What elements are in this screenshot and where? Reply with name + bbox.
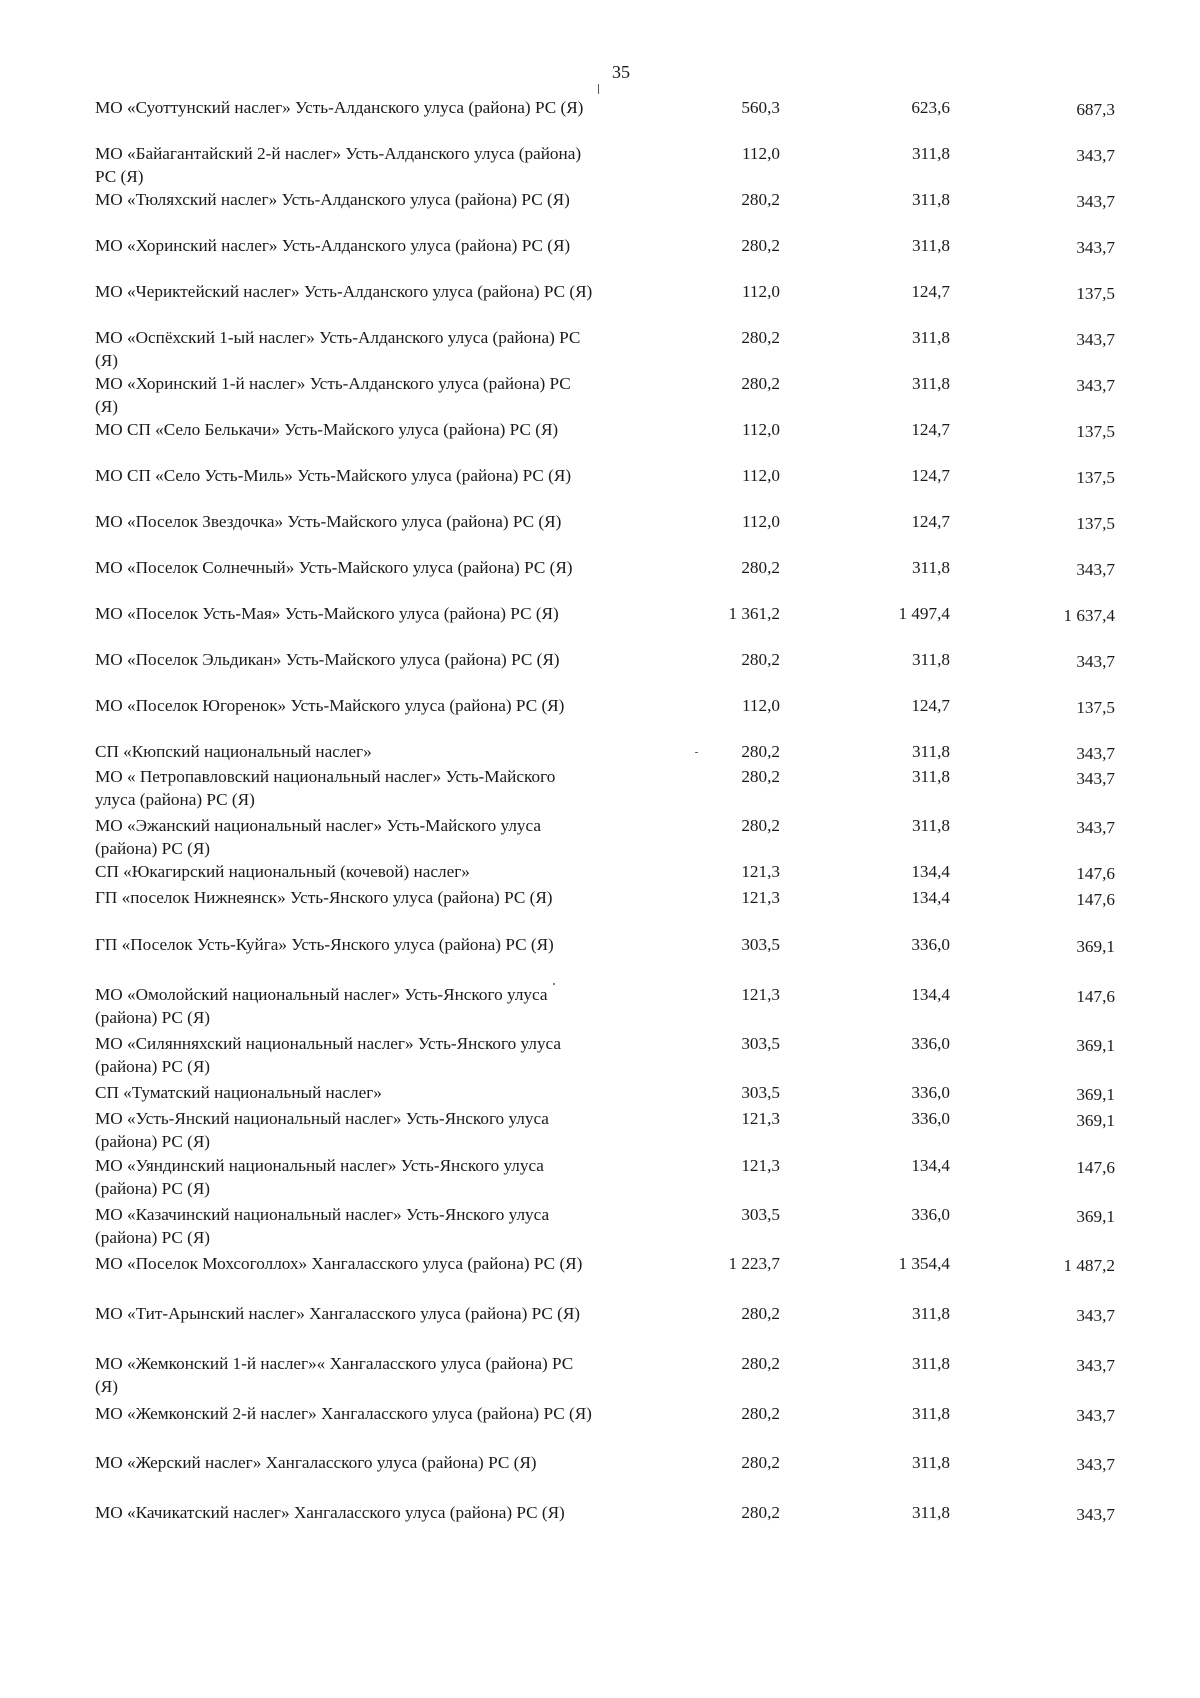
table-row xyxy=(95,740,1115,765)
table-row xyxy=(95,1302,1115,1352)
settlement-name: МО «Эжанский национальный наслег» Усть-Майского улуса (района) РС (Я) xyxy=(95,816,541,858)
value-year-1: 280,2 xyxy=(741,1354,780,1373)
table-row xyxy=(95,142,1115,188)
settlement-name: СП «Кюпский национальный наслег» xyxy=(95,742,372,761)
value-year-2: 134,4 xyxy=(911,862,950,881)
value-year-1: 112,0 xyxy=(741,282,780,301)
table-row xyxy=(95,694,1115,740)
table-row xyxy=(95,1154,1115,1203)
table-row xyxy=(95,188,1115,234)
value-year-1: 280,2 xyxy=(741,816,780,835)
value-year-1: 280,2 xyxy=(741,558,780,577)
value-year-1: 112,0 xyxy=(741,696,780,715)
value-year-1: 280,2 xyxy=(741,236,780,255)
value-year-1: 112,0 xyxy=(741,420,780,439)
value-year-3: 137,5 xyxy=(1076,468,1115,487)
value-year-1: 112,0 xyxy=(741,466,780,485)
settlement-name: МО «Тит-Арынский наслег» Хангаласского улуса (района) РС (Я) xyxy=(95,1304,581,1323)
value-year-1: 1 223,7 xyxy=(728,1254,780,1273)
value-year-2: 336,0 xyxy=(911,1083,950,1102)
value-year-2: 311,8 xyxy=(911,558,950,577)
value-year-1: 121,3 xyxy=(741,862,780,881)
table-row xyxy=(95,933,1115,983)
scan-speck xyxy=(553,983,555,985)
value-year-3: 343,7 xyxy=(1076,1455,1115,1474)
table-row xyxy=(95,1501,1115,1547)
value-year-2: 134,4 xyxy=(911,888,950,907)
settlement-name: МО «Поселок Мохсоголлох» Хангаласского улуса (района) РС (Я) xyxy=(95,1254,583,1273)
settlement-name: МО «Жемконский 1-й наслег»« Хангаласского улуса (района) РС (Я) xyxy=(95,1354,574,1396)
value-year-3: 343,7 xyxy=(1076,1356,1115,1375)
table-row xyxy=(95,280,1115,326)
value-year-1: 303,5 xyxy=(741,935,780,954)
settlement-name: МО «Тюляхский наслег» Усть-Алданского улуса (района) РС (Я) xyxy=(95,190,570,209)
value-year-1: 303,5 xyxy=(741,1205,780,1224)
table-row xyxy=(95,1081,1115,1107)
settlement-name: МО «Хоринский 1-й наслег» Усть-Алданского улуса (района) РС (Я) xyxy=(95,374,571,416)
value-year-3: 343,7 xyxy=(1076,146,1115,165)
value-year-1: 303,5 xyxy=(741,1034,780,1053)
value-year-1: 280,2 xyxy=(741,742,780,761)
settlement-name: МО «Уяндинский национальный наслег» Усть-Янского улуса (района) РС (Я) xyxy=(95,1156,544,1198)
table-row xyxy=(95,234,1115,280)
settlement-name: МО СП «Село Белькачи» Усть-Майского улуса (района) РС (Я) xyxy=(95,420,559,439)
value-year-2: 311,8 xyxy=(911,1354,950,1373)
table-row xyxy=(95,765,1115,814)
settlement-name: МО «Оспёхский 1-ый наслег» Усть-Алданского улуса (района) РС (Я) xyxy=(95,328,581,370)
value-year-2: 124,7 xyxy=(911,420,950,439)
settlement-name: МО «Поселок Эльдикан» Усть-Майского улуса (района) РС (Я) xyxy=(95,650,560,669)
value-year-3: 369,1 xyxy=(1076,1085,1115,1104)
value-year-3: 1 487,2 xyxy=(1063,1256,1115,1275)
value-year-2: 336,0 xyxy=(911,1109,950,1128)
value-year-2: 311,8 xyxy=(911,236,950,255)
value-year-1: 560,3 xyxy=(741,98,780,117)
settlement-name: ГП «Поселок Усть-Куйга» Усть-Янского улуса (района) РС (Я) xyxy=(95,935,554,954)
value-year-2: 336,0 xyxy=(911,1034,950,1053)
settlement-name: МО «Поселок Звездочка» Усть-Майского улуса (района) РС (Я) xyxy=(95,512,562,531)
value-year-2: 124,7 xyxy=(911,696,950,715)
value-year-1: 112,0 xyxy=(741,512,780,531)
value-year-1: 280,2 xyxy=(741,190,780,209)
value-year-3: 1 637,4 xyxy=(1063,606,1115,625)
value-year-2: 311,8 xyxy=(911,374,950,393)
value-year-2: 311,8 xyxy=(911,328,950,347)
value-year-1: 303,5 xyxy=(741,1083,780,1102)
value-year-2: 336,0 xyxy=(911,1205,950,1224)
value-year-2: 1 497,4 xyxy=(898,604,950,623)
value-year-2: 311,8 xyxy=(911,767,950,786)
table-row xyxy=(95,886,1115,933)
value-year-3: 369,1 xyxy=(1076,1207,1115,1226)
value-year-3: 137,5 xyxy=(1076,284,1115,303)
value-year-1: 280,2 xyxy=(741,767,780,786)
scan-speck xyxy=(598,84,599,94)
value-year-3: 343,7 xyxy=(1076,744,1115,763)
value-year-3: 343,7 xyxy=(1076,1505,1115,1524)
value-year-3: 147,6 xyxy=(1076,864,1115,883)
value-year-1: 280,2 xyxy=(741,1304,780,1323)
value-year-2: 124,7 xyxy=(911,512,950,531)
value-year-1: 280,2 xyxy=(741,328,780,347)
table-row xyxy=(95,814,1115,860)
value-year-2: 124,7 xyxy=(911,466,950,485)
settlement-name: МО «Чериктейский наслег» Усть-Алданского улуса (района) РС (Я) xyxy=(95,282,593,301)
value-year-1: 1 361,2 xyxy=(728,604,780,623)
value-year-3: 343,7 xyxy=(1076,652,1115,671)
settlement-name: МО «Поселок Югоренок» Усть-Майского улуса (района) РС (Я) xyxy=(95,696,565,715)
settlement-name: МО СП «Село Усть-Миль» Усть-Майского улуса (района) РС (Я) xyxy=(95,466,572,485)
table-row xyxy=(95,464,1115,510)
table-row xyxy=(95,372,1115,418)
value-year-3: 343,7 xyxy=(1076,192,1115,211)
table-row xyxy=(95,96,1115,142)
value-year-3: 343,7 xyxy=(1076,1406,1115,1425)
value-year-3: 343,7 xyxy=(1076,376,1115,395)
value-year-2: 623,6 xyxy=(911,98,950,117)
table-row xyxy=(95,1252,1115,1302)
value-year-2: 311,8 xyxy=(911,650,950,669)
table-row xyxy=(95,602,1115,648)
table-row xyxy=(95,1032,1115,1081)
data-table xyxy=(95,96,1115,1547)
value-year-2: 311,8 xyxy=(911,1503,950,1522)
value-year-2: 311,8 xyxy=(911,144,950,163)
value-year-2: 134,4 xyxy=(911,985,950,1004)
settlement-name: ГП «поселок Нижнеянск» Усть-Янского улуса (района) РС (Я) xyxy=(95,888,553,907)
settlement-name: МО «Поселок Усть-Мая» Усть-Майского улуса (района) РС (Я) xyxy=(95,604,559,623)
table-row xyxy=(95,1402,1115,1451)
table-row xyxy=(95,1203,1115,1252)
value-year-2: 311,8 xyxy=(911,1453,950,1472)
value-year-3: 137,5 xyxy=(1076,698,1115,717)
value-year-2: 311,8 xyxy=(911,190,950,209)
settlement-name: МО «Поселок Солнечный» Усть-Майского улуса (района) РС (Я) xyxy=(95,558,573,577)
table-row xyxy=(95,1352,1115,1402)
settlement-name: МО «Байагантайский 2-й наслег» Усть-Алданского улуса (района) РС (Я) xyxy=(95,144,582,186)
settlement-name: МО «Казачинский национальный наслег» Усть-Янского улуса (района) РС (Я) xyxy=(95,1205,550,1247)
table-row xyxy=(95,648,1115,694)
table-row xyxy=(95,326,1115,372)
value-year-3: 369,1 xyxy=(1076,1111,1115,1130)
value-year-3: 343,7 xyxy=(1076,769,1115,788)
value-year-1: 280,2 xyxy=(741,1453,780,1472)
table-row xyxy=(95,1107,1115,1154)
settlement-name: МО « Петропавловский национальный наслег» Усть-Майского улуса (района) РС (Я) xyxy=(95,767,556,809)
value-year-3: 369,1 xyxy=(1076,1036,1115,1055)
page-number: 35 xyxy=(612,62,630,82)
value-year-3: 343,7 xyxy=(1076,560,1115,579)
value-year-1: 121,3 xyxy=(741,1109,780,1128)
settlement-name: МО «Силянняхский национальный наслег» Усть-Янского улуса (района) РС (Я) xyxy=(95,1034,562,1076)
value-year-1: 280,2 xyxy=(741,1503,780,1522)
value-year-3: 343,7 xyxy=(1076,1306,1115,1325)
value-year-3: 687,3 xyxy=(1076,100,1115,119)
value-year-3: 147,6 xyxy=(1076,1158,1115,1177)
value-year-2: 336,0 xyxy=(911,935,950,954)
scan-speck xyxy=(695,752,698,753)
table-row xyxy=(95,556,1115,602)
settlement-name: МО «Омолойский национальный наслег» Усть-Янского улуса (района) РС (Я) xyxy=(95,985,548,1027)
value-year-1: 112,0 xyxy=(741,144,780,163)
value-year-1: 121,3 xyxy=(741,888,780,907)
value-year-2: 311,8 xyxy=(911,1404,950,1423)
value-year-3: 343,7 xyxy=(1076,330,1115,349)
value-year-3: 147,6 xyxy=(1076,987,1115,1006)
table-row xyxy=(95,983,1115,1032)
value-year-3: 369,1 xyxy=(1076,937,1115,956)
value-year-1: 280,2 xyxy=(741,374,780,393)
table-row xyxy=(95,1451,1115,1501)
value-year-3: 137,5 xyxy=(1076,422,1115,441)
value-year-2: 311,8 xyxy=(911,816,950,835)
value-year-3: 147,6 xyxy=(1076,890,1115,909)
value-year-3: 137,5 xyxy=(1076,514,1115,533)
value-year-2: 311,8 xyxy=(911,742,950,761)
settlement-name: МО «Суоттунский наслег» Усть-Алданского улуса (района) РС (Я) xyxy=(95,98,584,117)
value-year-2: 311,8 xyxy=(911,1304,950,1323)
settlement-name: МО «Качикатский наслег» Хангаласского улуса (района) РС (Я) xyxy=(95,1503,565,1522)
settlement-name: СП «Юкагирский национальный (кочевой) наслег» xyxy=(95,862,470,881)
value-year-3: 343,7 xyxy=(1076,238,1115,257)
value-year-1: 280,2 xyxy=(741,1404,780,1423)
value-year-1: 121,3 xyxy=(741,1156,780,1175)
settlement-name: МО «Жемконский 2-й наслег» Хангаласского улуса (района) РС (Я) xyxy=(95,1404,592,1423)
settlement-name: МО «Усть-Янский национальный наслег» Усть-Янского улуса (района) РС (Я) xyxy=(95,1109,549,1151)
value-year-2: 134,4 xyxy=(911,1156,950,1175)
value-year-2: 124,7 xyxy=(911,282,950,301)
value-year-1: 121,3 xyxy=(741,985,780,1004)
table-row xyxy=(95,510,1115,556)
table-row xyxy=(95,860,1115,886)
value-year-3: 343,7 xyxy=(1076,818,1115,837)
value-year-2: 1 354,4 xyxy=(898,1254,950,1273)
settlement-name: МО «Хоринский наслег» Усть-Алданского улуса (района) РС (Я) xyxy=(95,236,571,255)
table-row xyxy=(95,418,1115,464)
value-year-1: 280,2 xyxy=(741,650,780,669)
settlement-name: СП «Туматский национальный наслег» xyxy=(95,1083,382,1102)
settlement-name: МО «Жерский наслег» Хангаласского улуса (района) РС (Я) xyxy=(95,1453,537,1472)
